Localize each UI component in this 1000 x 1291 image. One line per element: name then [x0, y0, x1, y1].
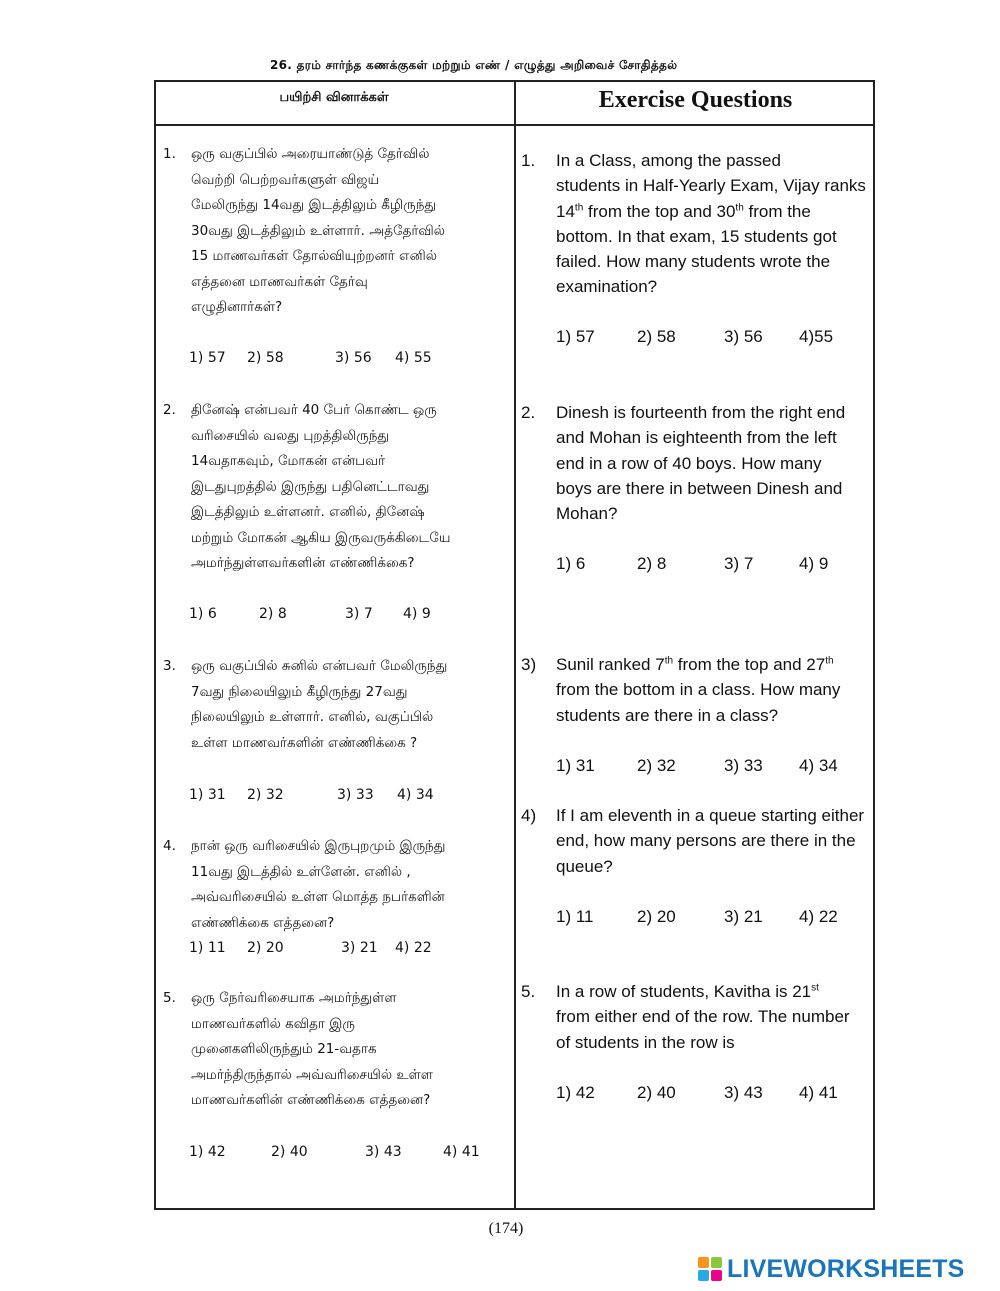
- option[interactable]: 4) 22: [395, 940, 432, 956]
- question-line: Mohan?: [556, 504, 618, 524]
- english-question-1: [521, 148, 879, 346]
- option[interactable]: 4) 41: [443, 1144, 480, 1160]
- option[interactable]: 3) 33: [724, 756, 763, 775]
- page-number: (174): [488, 1220, 524, 1237]
- tamil-question-5: [163, 986, 513, 1160]
- question-line: Sunil ranked 7th from the top and 27th: [556, 655, 834, 674]
- question-line: மாணவர்களின் எண்ணிக்கை எத்தனை?: [191, 1092, 431, 1108]
- question-line: நான் ஒரு வரிசையில் இருபுறமும் இருந்து: [191, 838, 446, 854]
- tamil-question-2: [163, 398, 513, 622]
- option[interactable]: 1) 42: [189, 1144, 226, 1160]
- question-line: 14வதாகவும், மோகன் என்பவர்: [191, 453, 386, 469]
- question-line: queue?: [556, 856, 613, 876]
- option[interactable]: 3) 56: [335, 350, 372, 366]
- answer-options: [189, 1140, 480, 1166]
- question-line: இடத்திலும் உள்ளனர். எனில், தினேஷ்: [191, 504, 425, 520]
- question-line: ஒரு வகுப்பில் அரையாண்டுத் தேர்வில்: [191, 146, 430, 162]
- question-line: bottom. In that exam, 15 students got: [556, 226, 837, 246]
- option[interactable]: 1) 11: [189, 940, 226, 956]
- question-line: students are there in a class?: [556, 705, 779, 725]
- question-line: 14th from the top and 30th from the: [556, 201, 811, 221]
- question-line: students in Half-Yearly Exam, Vijay ranks: [556, 176, 866, 196]
- option[interactable]: 1) 57: [556, 327, 595, 346]
- question-line: end in a row of 40 boys. How many: [556, 453, 822, 473]
- tamil-question-4: [163, 834, 513, 956]
- question-line: எத்தனை மாணவர்கள் தேர்வு: [191, 273, 368, 290]
- english-question-5: [521, 979, 879, 1102]
- answer-options: [189, 602, 431, 628]
- question-number: 4.: [163, 838, 176, 854]
- option[interactable]: 2) 58: [247, 350, 284, 366]
- question-line: எண்ணிக்கை எத்தனை?: [191, 914, 335, 931]
- answer-options: [189, 936, 432, 962]
- english-question-4: [521, 803, 879, 926]
- question-line: and Mohan is eighteenth from the left: [556, 428, 837, 448]
- option[interactable]: 1) 57: [189, 350, 226, 366]
- question-line: In a row of students, Kavitha is 21st: [556, 982, 819, 1001]
- option[interactable]: 4) 9: [799, 554, 829, 573]
- answer-options: [556, 324, 833, 349]
- answer-options: [556, 904, 838, 929]
- question-number: 4): [521, 806, 537, 825]
- option[interactable]: 2) 20: [637, 907, 676, 926]
- option[interactable]: 3) 21: [724, 907, 763, 926]
- column-divider: [514, 80, 516, 1210]
- question-line: வெற்றி பெற்றவர்களுள் விஜய்: [191, 171, 380, 188]
- liveworksheets-logo-icon: [698, 1257, 722, 1281]
- option[interactable]: 3) 43: [365, 1144, 402, 1160]
- option[interactable]: 4) 55: [395, 350, 432, 366]
- question-number: 3): [521, 655, 537, 674]
- question-line: ஒரு நேர்வரிசையாக அமர்ந்துள்ள: [191, 990, 397, 1006]
- option[interactable]: 4) 9: [403, 606, 431, 622]
- question-line: நிலையிலும் உள்ளார். எனில், வகுப்பில்: [191, 709, 434, 725]
- option[interactable]: 2) 8: [637, 554, 667, 573]
- option[interactable]: 1) 31: [189, 787, 226, 803]
- question-line: end, how many persons are there in the: [556, 831, 856, 851]
- option[interactable]: 3) 56: [724, 327, 763, 346]
- option[interactable]: 4) 34: [397, 787, 434, 803]
- option[interactable]: 2) 40: [637, 1083, 676, 1102]
- option[interactable]: 4) 41: [799, 1083, 838, 1102]
- question-line: எழுதினார்கள்?: [191, 299, 283, 315]
- answer-options: [556, 1080, 838, 1105]
- question-line: boys are there in between Dinesh and: [556, 478, 843, 498]
- option[interactable]: 1) 42: [556, 1083, 595, 1102]
- tamil-column-heading: பயிற்சி வினாக்கள்: [279, 90, 389, 105]
- option[interactable]: 3) 7: [724, 554, 754, 573]
- option[interactable]: 2) 40: [271, 1144, 308, 1160]
- question-number: 5.: [163, 990, 176, 1006]
- question-line: உள்ள மாணவர்களின் எண்ணிக்கை ?: [191, 734, 418, 751]
- option[interactable]: 4) 34: [799, 756, 838, 775]
- tamil-question-1: [163, 142, 513, 366]
- english-question-2: [521, 400, 879, 573]
- question-line: from either end of the row. The number: [556, 1007, 850, 1027]
- option[interactable]: 3) 21: [341, 940, 378, 956]
- option[interactable]: 4)55: [799, 327, 834, 346]
- question-line: அவ்வரிசையில் உள்ள மொத்த நபர்களின்: [191, 889, 445, 905]
- question-number: 1.: [163, 146, 176, 162]
- header-divider: [154, 124, 875, 126]
- question-line: Dinesh is fourteenth from the right end: [556, 403, 846, 422]
- question-line: மேலிருந்து 14வது இடத்திலும் கீழிருந்து: [191, 197, 437, 213]
- option[interactable]: 2) 32: [637, 756, 676, 775]
- option[interactable]: 3) 33: [337, 787, 374, 803]
- question-line: 15 மாணவர்கள் தோல்வியுற்றனர் எனில்: [191, 248, 437, 264]
- question-number: 2.: [521, 403, 536, 422]
- question-line: 7வது நிலையிலும் கீழிருந்து 27வது: [191, 683, 408, 700]
- question-line: ஒரு வகுப்பில் சுனில் என்பவர் மேலிருந்து: [191, 658, 448, 674]
- option[interactable]: 2) 8: [259, 606, 287, 622]
- answer-options: [189, 346, 432, 372]
- english-question-3: [521, 652, 879, 775]
- brand-name: LIVEWORKSHEETS: [727, 1254, 965, 1283]
- question-line: மாணவர்களில் கவிதா இரு: [191, 1015, 355, 1032]
- question-line: In a Class, among the passed: [556, 151, 781, 170]
- answer-options: [556, 551, 828, 576]
- option[interactable]: 3) 7: [345, 606, 373, 622]
- question-line: 11வது இடத்தில் உள்ளேன். எனில் ,: [191, 863, 411, 880]
- option[interactable]: 4) 22: [799, 907, 838, 926]
- question-line: இடதுபுறத்தில் இருந்து பதினெட்டாவது: [191, 478, 430, 495]
- question-line: examination?: [556, 277, 658, 297]
- question-line: அமர்ந்துள்ளவர்களின் எண்ணிக்கை?: [191, 555, 415, 571]
- option[interactable]: 1) 31: [556, 756, 595, 775]
- question-line: அமர்ந்திருந்தால் அவ்வரிசையில் உள்ள: [191, 1066, 433, 1083]
- answer-options: [556, 753, 838, 778]
- question-number: 5.: [521, 982, 536, 1001]
- option[interactable]: 1) 6: [189, 606, 217, 622]
- option[interactable]: 1) 11: [556, 907, 594, 926]
- liveworksheets-brand[interactable]: [698, 1256, 965, 1282]
- tamil-question-3: [163, 654, 513, 803]
- question-line: of students in the row is: [556, 1032, 735, 1052]
- question-line: வரிசையில் வலது புறத்திலிருந்து: [191, 427, 390, 444]
- answer-options: [189, 783, 434, 809]
- option[interactable]: 1) 6: [556, 554, 586, 573]
- english-column-heading: Exercise Questions: [598, 87, 793, 113]
- question-line: from the bottom in a class. How many: [556, 680, 841, 700]
- question-line: மற்றும் மோகன் ஆகிய இருவருக்கிடையே: [191, 529, 451, 546]
- question-number: 1.: [521, 151, 536, 170]
- question-line: தினேஷ் என்பவர் 40 பேர் கொண்ட ஒரு: [191, 402, 437, 418]
- option[interactable]: 2) 32: [247, 787, 284, 803]
- option[interactable]: 2) 20: [247, 940, 284, 956]
- chapter-header: 26. தரம் சார்ந்த கணக்குகள் மற்றும் எண் / எழுத்து அறிவைச் சோதித்தல்: [270, 58, 678, 72]
- option[interactable]: 2) 58: [637, 327, 676, 346]
- question-line: If I am eleventh in a queue starting either: [556, 806, 865, 825]
- question-line: failed. How many students wrote the: [556, 252, 831, 272]
- option[interactable]: 3) 43: [724, 1083, 763, 1102]
- question-number: 2.: [163, 402, 176, 418]
- question-line: முனைகளிலிருந்தும் 21-வதாக: [191, 1041, 377, 1057]
- question-number: 3.: [163, 658, 176, 674]
- question-line: 30வது இடத்திலும் உள்ளார். அத்தேர்வில்: [191, 222, 445, 239]
